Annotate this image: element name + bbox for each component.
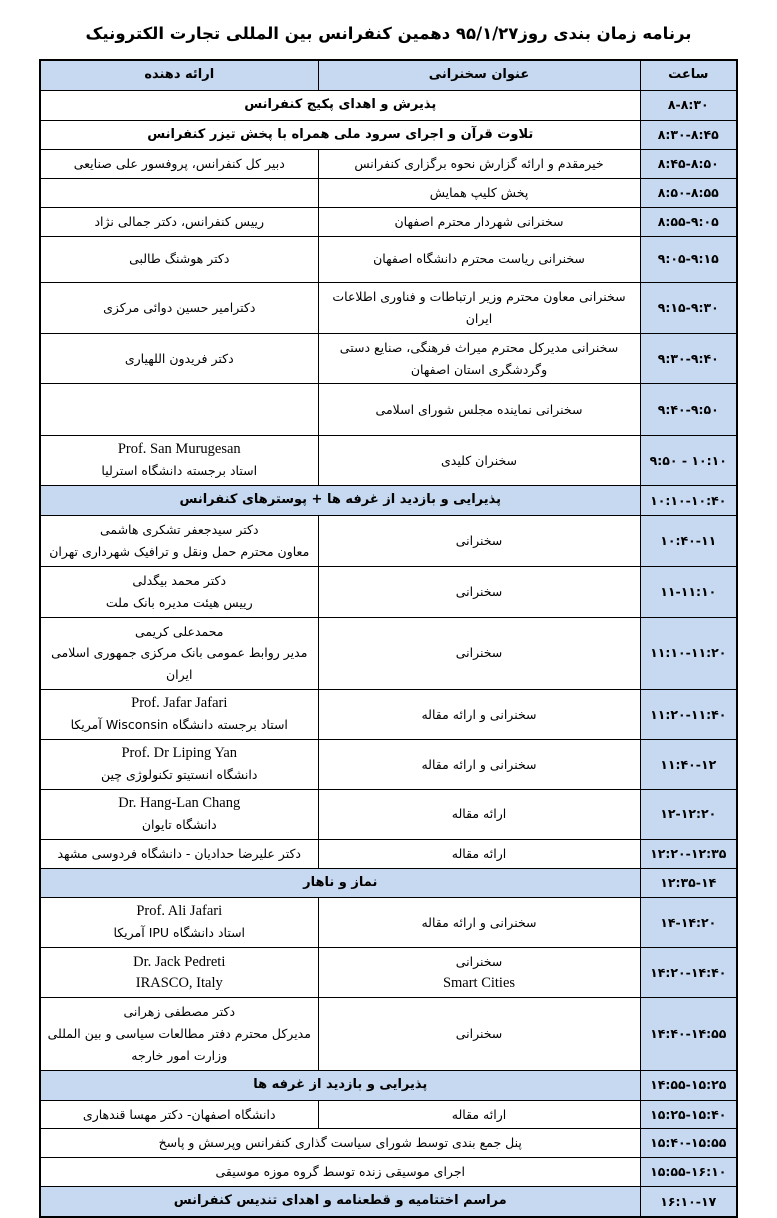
header-time: ساعت	[640, 60, 737, 90]
schedule-row	[40, 566, 737, 617]
text-line: اجرای موسیقی زنده توسط گروه موزه موسیقی	[215, 1164, 466, 1180]
text-line: سخنرانی و ارائه مقاله	[421, 706, 537, 722]
latin-text-line: Dr. Jack Pedreti	[133, 953, 226, 970]
speech-title-cell	[318, 516, 640, 567]
presenter-cell	[40, 236, 318, 282]
presenter-cell	[40, 384, 318, 436]
merged-event-cell	[40, 1129, 640, 1158]
schedule-row	[40, 120, 737, 150]
schedule-row	[40, 436, 737, 486]
schedule-row	[40, 516, 737, 567]
time-cell: ۱۱:۲۰-۱۱:۴۰	[640, 690, 737, 740]
schedule-row	[40, 617, 737, 690]
time-cell: ۱۶:۱۰-۱۷	[640, 1187, 737, 1217]
time-cell: ۱۲:۳۵-۱۴	[640, 868, 737, 898]
presenter-cell	[40, 789, 318, 839]
text-line: سخنرانی مدیرکل محترم میراث فرهنگی، صنایع دستی وگردشگری استان اصفهان	[339, 339, 619, 377]
text-line: مدیرکل محترم دفتر مطالعات سیاسی و بین المللی وزارت امور خارجه	[47, 1026, 311, 1063]
speech-title-cell	[318, 179, 640, 208]
merged-event-cell	[40, 1070, 640, 1100]
schedule-row	[40, 486, 737, 516]
text-line: دکتر علیرضا حدادیان - دانشگاه فردوسی مشهد	[57, 845, 301, 861]
text-line: استاد برجسته دانشگاه استرلیا	[101, 463, 258, 479]
text-line: خیرمقدم و ارائه گزارش نحوه برگزاری کنفرانس	[354, 156, 604, 172]
presenter-cell	[40, 333, 318, 384]
text-line: رییس هیئت مدیره بانک ملت	[105, 594, 253, 610]
schedule-row	[40, 839, 737, 868]
time-cell: ۸:۵۰-۸:۵۵	[640, 179, 737, 208]
header-presenter: ارائه دهنده	[40, 60, 318, 90]
table-header-row	[40, 60, 737, 90]
presenter-cell	[40, 690, 318, 740]
text-line: سخنرانی	[455, 954, 503, 970]
text-line: دکتر فریدون اللهیاری	[124, 350, 234, 366]
presenter-cell	[40, 566, 318, 617]
text-line: سخنرانی نماینده مجلس شورای اسلامی	[375, 401, 583, 417]
schedule-row	[40, 333, 737, 384]
presenter-cell	[40, 740, 318, 790]
text-line: پذیرش و اهدای پکیج کنفرانس	[244, 96, 437, 112]
speech-title-cell	[318, 740, 640, 790]
text-line: سخنرانی	[455, 583, 503, 599]
presenter-cell	[40, 948, 318, 998]
time-cell: ۱۴:۴۰-۱۴:۵۵	[640, 998, 737, 1071]
schedule-row	[40, 384, 737, 436]
merged-event-cell	[40, 868, 640, 898]
text-line: سخنرانی	[455, 645, 503, 661]
text-line: سخنرانی و ارائه مقاله	[421, 756, 537, 772]
text-line: سخنرانی ریاست محترم دانشگاه اصفهان	[373, 251, 585, 267]
speech-title-cell	[318, 236, 640, 282]
text-line: معاون محترم حمل ونقل و ترافیک شهرداری تهران	[49, 543, 310, 559]
time-cell: ۱۱:۴۰-۱۲	[640, 740, 737, 790]
speech-title-cell	[318, 948, 640, 998]
time-cell: ۸:۵۵-۹:۰۵	[640, 208, 737, 237]
time-cell: ۹:۰۵-۹:۱۵	[640, 236, 737, 282]
schedule-row	[40, 898, 737, 948]
text-line: دبیر کل کنفرانس، پروفسور علی صنایعی	[73, 156, 285, 172]
latin-text-line: IRASCO, Italy	[135, 974, 223, 991]
schedule-row	[40, 740, 737, 790]
presenter-cell	[40, 617, 318, 690]
schedule-row	[40, 179, 737, 208]
header-speech-title: عنوان سخنرانی	[318, 60, 640, 90]
time-cell: ۱۲-۱۲:۲۰	[640, 789, 737, 839]
time-cell: ۱۴:۲۰-۱۴:۴۰	[640, 948, 737, 998]
schedule-row	[40, 90, 737, 120]
time-cell: ۱۵:۵۵-۱۶:۱۰	[640, 1158, 737, 1187]
text-line: ارائه مقاله	[451, 845, 507, 861]
text-line: پذیرایی و بازدید از غرفه ها + پوسترهای کنفرانس	[179, 492, 502, 508]
speech-title-cell	[318, 789, 640, 839]
time-cell: ۸:۳۰-۸:۴۵	[640, 120, 737, 150]
text-line: مدیر روابط عمومی بانک مرکزی جمهوری اسلامی ایران	[51, 645, 308, 683]
schedule-row	[40, 868, 737, 898]
latin-text-line: Prof. Jafar Jafari	[131, 695, 228, 712]
speech-title-cell	[318, 208, 640, 237]
time-cell: ۱۲:۲۰-۱۲:۳۵	[640, 839, 737, 868]
text-line: ارائه مقاله	[451, 1106, 507, 1122]
text-line: دکتر هوشنگ طالبی	[129, 251, 230, 267]
text-line: رییس کنفرانس، دکتر جمالی نژاد	[94, 214, 265, 229]
speech-title-cell	[318, 690, 640, 740]
text-line: استاد دانشگاه IPU آمریکا	[113, 925, 246, 941]
schedule-table-body	[40, 90, 737, 1217]
schedule-row	[40, 690, 737, 740]
schedule-row	[40, 1158, 737, 1187]
schedule-row	[40, 208, 737, 237]
speech-title-cell	[318, 566, 640, 617]
speech-title-cell	[318, 282, 640, 333]
speech-title-cell	[318, 384, 640, 436]
text-line: پذیرایی و بازدید از غرفه ها	[253, 1076, 428, 1092]
schedule-row	[40, 948, 737, 998]
speech-title-cell	[318, 839, 640, 868]
text-line: سخنرانی معاون محترم وزیر ارتباطات و فناوری اطلاعات ایران	[332, 288, 626, 326]
schedule-row	[40, 1129, 737, 1158]
speech-title-cell	[318, 998, 640, 1071]
text-line: پخش کلیپ همایش	[429, 185, 529, 201]
text-line: سخنرانی	[455, 1026, 503, 1042]
text-line: سخنرانی	[455, 532, 503, 548]
schedule-row	[40, 1100, 737, 1129]
page-title: برنامه زمان بندی روز۹۵/۱/۲۷ دهمین کنفرانس بین المللی تجارت الکترونیک	[85, 24, 692, 43]
schedule-row	[40, 789, 737, 839]
text-line: سخنرانی و ارائه مقاله	[421, 914, 537, 930]
text-line: دانشگاه انستیتو تکنولوژی چین	[101, 767, 258, 783]
presenter-cell	[40, 516, 318, 567]
time-cell: ۱۴:۵۵-۱۵:۲۵	[640, 1070, 737, 1100]
presenter-cell	[40, 179, 318, 208]
schedule-row	[40, 998, 737, 1071]
merged-event-cell	[40, 1158, 640, 1187]
presenter-cell	[40, 436, 318, 486]
text-line: سخنران کلیدی	[440, 452, 518, 468]
text-line: پنل جمع بندی توسط شورای سیاست گذاری کنفرانس وپرسش و پاسخ	[158, 1135, 522, 1151]
time-cell: ۱۴-۱۴:۲۰	[640, 898, 737, 948]
text-line: دانشگاه اصفهان- دکتر مهسا قندهاری	[82, 1106, 276, 1122]
latin-text-line: Prof. Dr Liping Yan	[121, 745, 238, 762]
speech-title-cell	[318, 333, 640, 384]
time-cell: ۸:۴۵-۸:۵۰	[640, 150, 737, 179]
text-line: نماز و ناهار	[303, 874, 378, 890]
text-line: دکترامیر حسین دوائی مرکزی	[103, 299, 256, 315]
merged-event-cell	[40, 486, 640, 516]
text-line: استاد برجسته دانشگاه Wisconsin آمریکا	[70, 717, 288, 733]
speech-title-cell	[318, 436, 640, 486]
text-line: دکتر محمد بیگدلی	[132, 572, 227, 588]
speech-title-cell	[318, 150, 640, 179]
presenter-cell	[40, 839, 318, 868]
merged-event-cell	[40, 120, 640, 150]
presenter-cell	[40, 208, 318, 237]
text-line: ارائه مقاله	[451, 806, 507, 822]
text-line: دانشگاه تایوان	[141, 816, 217, 832]
speech-title-cell	[318, 617, 640, 690]
merged-event-cell	[40, 1187, 640, 1217]
text-line: سخنرانی شهردار محترم اصفهان	[394, 214, 564, 229]
latin-text-line: Prof. Ali Jafari	[136, 903, 223, 920]
time-cell: ۱۰:۴۰-۱۱	[640, 516, 737, 567]
text-line: دکتر سیدجعفر تشکری هاشمی	[99, 522, 259, 538]
presenter-cell	[40, 998, 318, 1071]
schedule-row	[40, 1187, 737, 1217]
speech-title-cell	[318, 1100, 640, 1129]
merged-event-cell	[40, 90, 640, 120]
presenter-cell	[40, 150, 318, 179]
time-cell: ۹:۵۰ - ۱۰:۱۰	[640, 436, 737, 486]
schedule-row	[40, 236, 737, 282]
latin-text-line: Dr. Hang-Lan Chang	[118, 794, 241, 811]
time-cell: ۱۱:۱۰-۱۱:۲۰	[640, 617, 737, 690]
time-cell: ۱۱-۱۱:۱۰	[640, 566, 737, 617]
text-line: تلاوت قرآن و اجرای سرود ملی همراه با پخش تیزر کنفرانس	[147, 126, 534, 142]
time-cell: ۹:۱۵-۹:۳۰	[640, 282, 737, 333]
time-cell: ۱۵:۴۰-۱۵:۵۵	[640, 1129, 737, 1158]
text-line: دکتر مصطفی زهرانی	[123, 1004, 236, 1020]
schedule-row	[40, 150, 737, 179]
text-line: محمدعلی کریمی	[134, 623, 224, 639]
presenter-cell	[40, 282, 318, 333]
presenter-cell	[40, 898, 318, 948]
speech-title-cell	[318, 898, 640, 948]
time-cell: ۸-۸:۳۰	[640, 90, 737, 120]
schedule-row	[40, 1070, 737, 1100]
time-cell: ۱۵:۲۵-۱۵:۴۰	[640, 1100, 737, 1129]
latin-text-line: Prof. San Murugesan	[117, 441, 241, 458]
latin-text-line: Smart Cities	[442, 975, 516, 992]
time-cell: ۹:۴۰-۹:۵۰	[640, 384, 737, 436]
schedule-row	[40, 282, 737, 333]
schedule-table	[39, 59, 738, 1218]
text-line: مراسم اختتامیه و قطعنامه و اهدای تندیس کنفرانس	[173, 1193, 507, 1209]
time-cell: ۱۰:۱۰-۱۰:۴۰	[640, 486, 737, 516]
presenter-cell	[40, 1100, 318, 1129]
time-cell: ۹:۳۰-۹:۴۰	[640, 333, 737, 384]
